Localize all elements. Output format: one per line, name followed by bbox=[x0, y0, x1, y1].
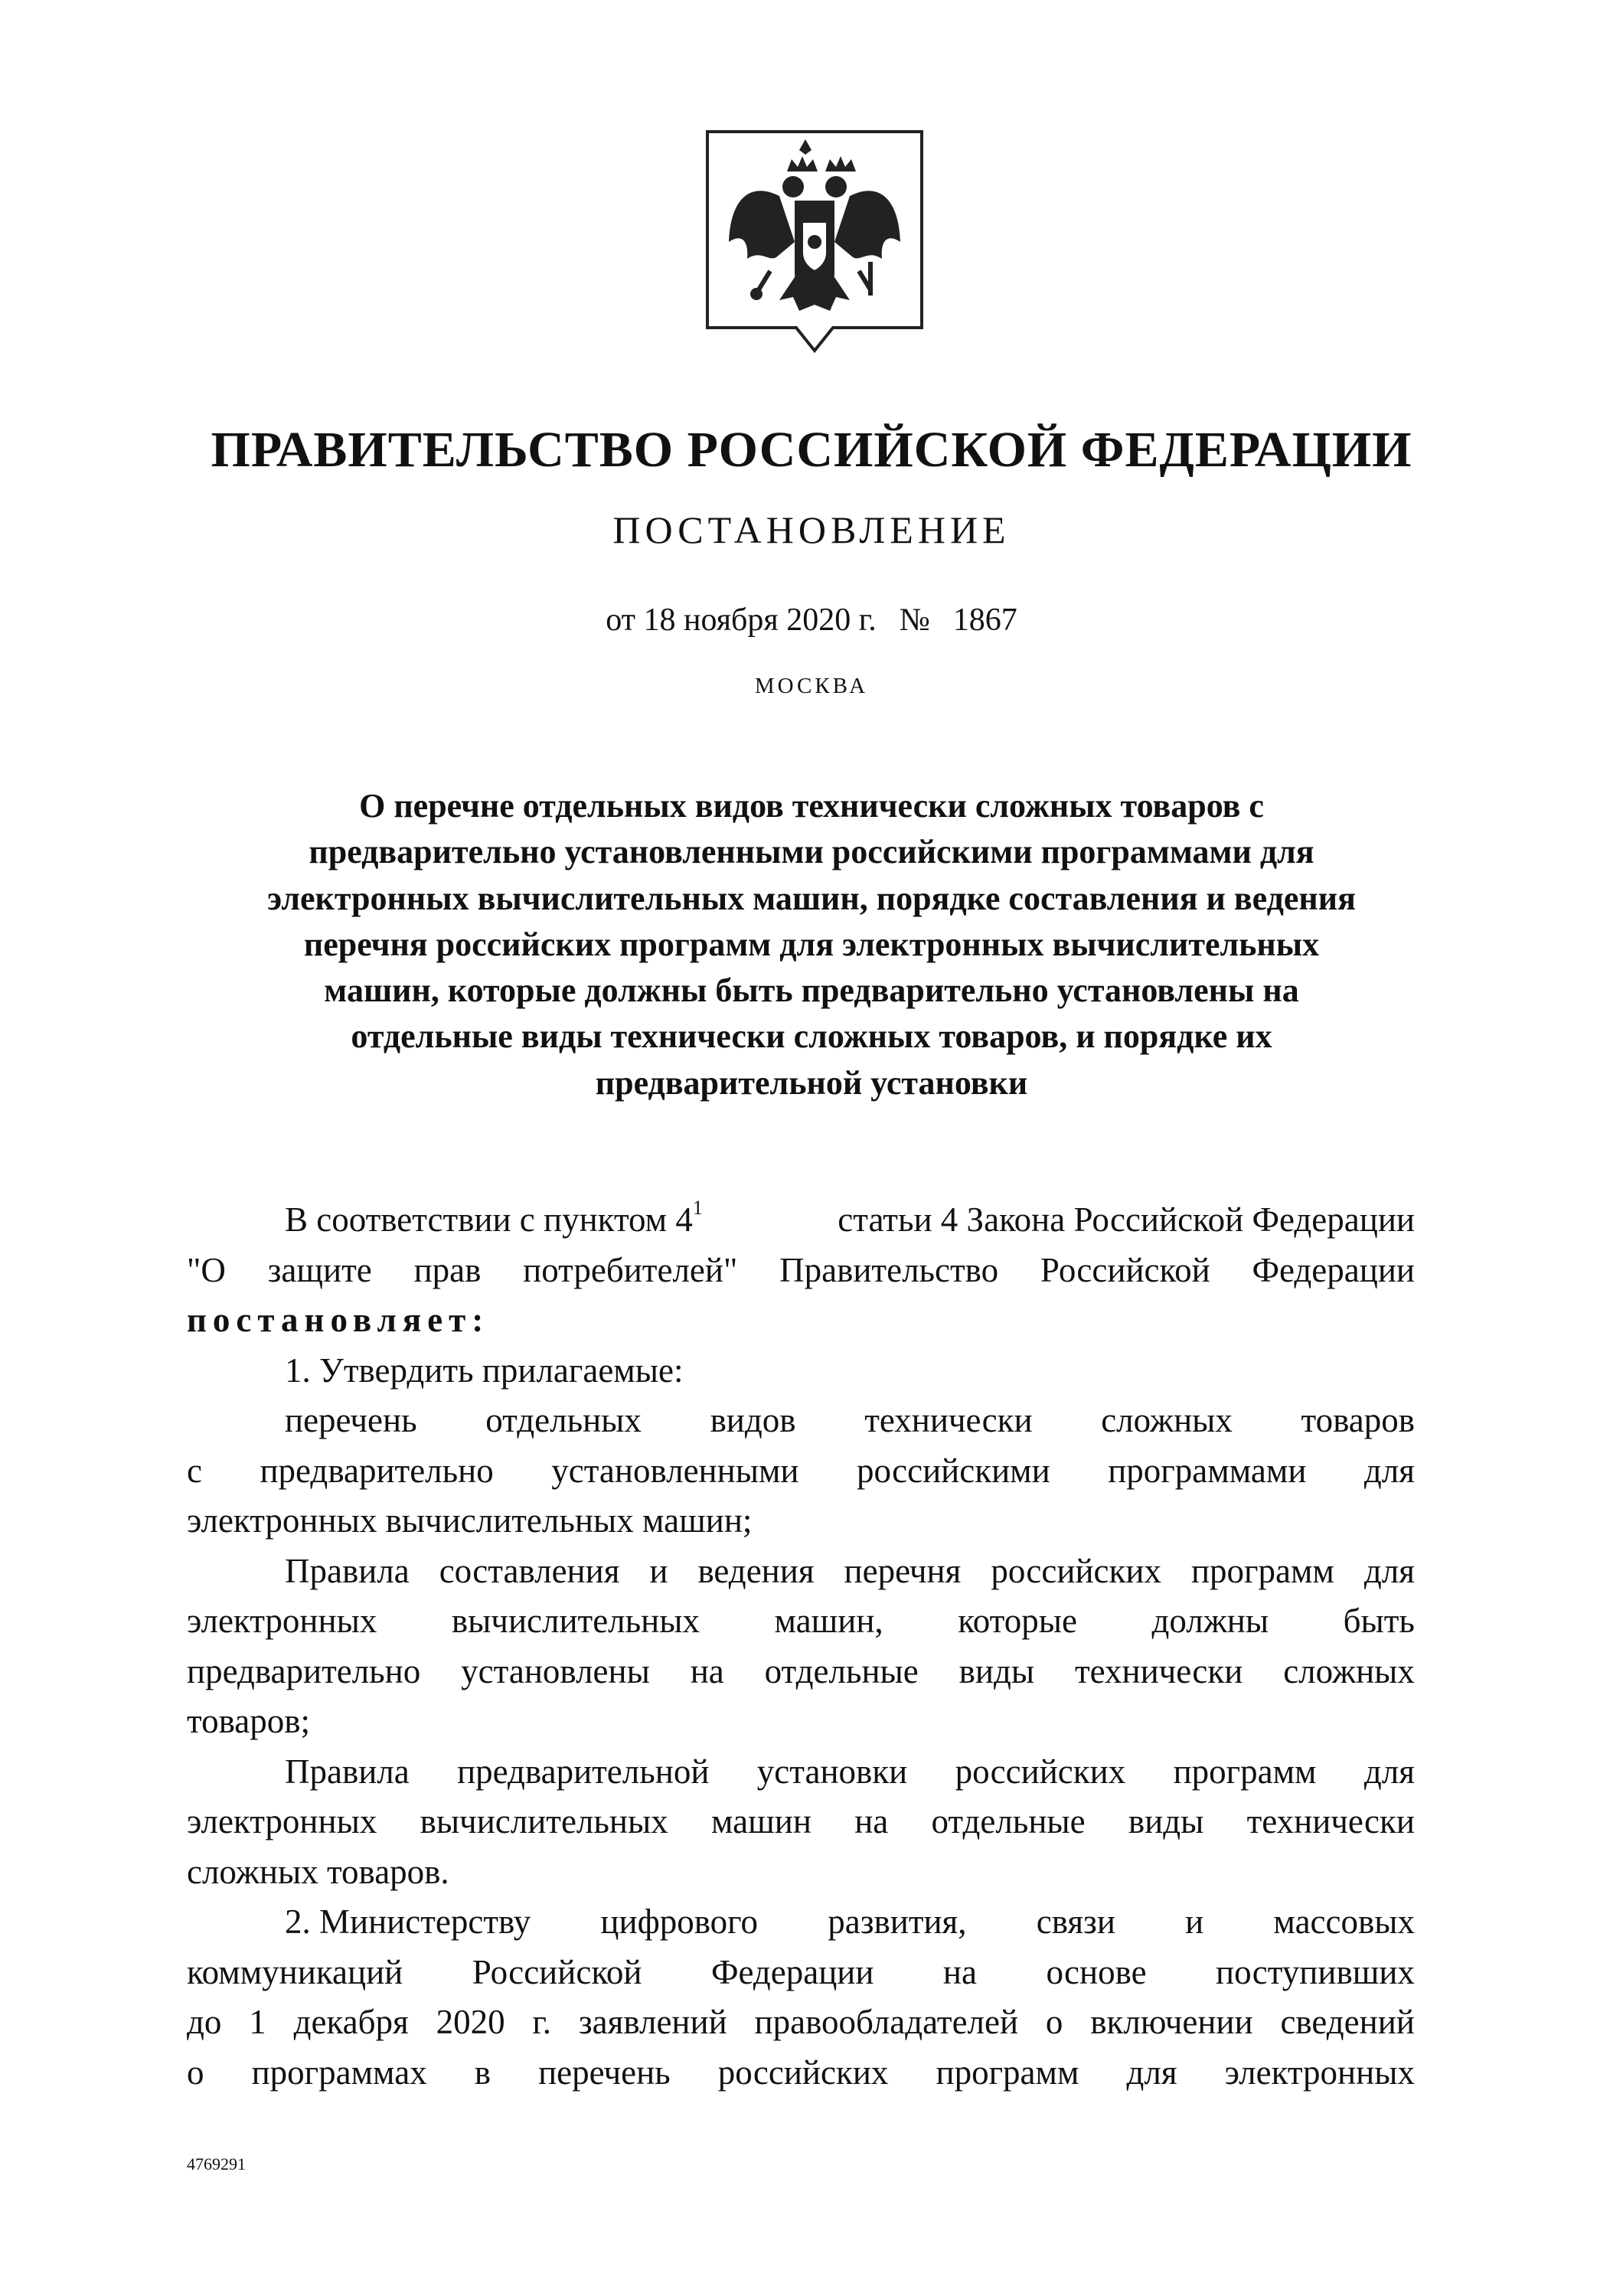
word: о bbox=[187, 2053, 204, 2092]
word: для bbox=[1126, 2053, 1177, 2092]
preamble-line bbox=[187, 1195, 1415, 1246]
list-item-line bbox=[187, 1546, 1415, 1597]
word: отдельных bbox=[485, 1401, 642, 1439]
word: программ bbox=[1173, 1752, 1317, 1791]
word: сложных bbox=[1283, 1651, 1415, 1690]
word: массовых bbox=[1273, 1902, 1415, 1941]
word: предварительной bbox=[457, 1752, 710, 1791]
word: ведения bbox=[697, 1551, 815, 1590]
word: на bbox=[942, 1952, 977, 1991]
item-2-line bbox=[187, 1897, 1415, 1948]
item-2-line bbox=[187, 2048, 1415, 2098]
word: правообладателей bbox=[754, 2003, 1019, 2041]
word: развития, bbox=[828, 1902, 967, 1941]
preamble-text: В соответствии с пунктом $4^1$ bbox=[285, 1197, 703, 1239]
word: технически bbox=[1074, 1651, 1243, 1690]
word: Правительство bbox=[779, 1250, 999, 1289]
word: Правила bbox=[285, 1752, 410, 1791]
decree-number: 1867 bbox=[952, 603, 1017, 638]
title-line: электронных вычислительных машин, порядке составления и ведения bbox=[267, 879, 1356, 917]
word: электронных bbox=[1224, 2053, 1415, 2092]
title-line: предварительно установленными российскими программами для bbox=[309, 833, 1314, 871]
word: установленными bbox=[551, 1451, 799, 1490]
word: в bbox=[474, 2053, 491, 2092]
word: сведений bbox=[1280, 2003, 1415, 2041]
word: перечня bbox=[844, 1551, 962, 1590]
title-line: перечня российских программ для электронных вычислительных bbox=[303, 925, 1320, 963]
word: виды bbox=[1128, 1802, 1204, 1840]
word: машин, bbox=[774, 1602, 883, 1640]
word: российских bbox=[991, 1551, 1161, 1590]
list-item-line bbox=[187, 1747, 1415, 1798]
word: технически bbox=[1246, 1802, 1415, 1840]
government-title: ПРАВИТЕЛЬСТВО РОССИЙСКОЙ ФЕДЕРАЦИИ bbox=[211, 422, 1412, 478]
list-item-line bbox=[187, 1396, 1415, 1446]
word: с bbox=[187, 1451, 202, 1490]
list-item-line: сложных товаров. bbox=[187, 1852, 449, 1891]
word: Российской bbox=[472, 1952, 642, 1991]
word: Федерации bbox=[1252, 1250, 1415, 1289]
word: 1 bbox=[249, 2003, 266, 2041]
word: вычислительных bbox=[451, 1602, 700, 1640]
word: перечень bbox=[285, 1401, 417, 1439]
word: программами bbox=[1108, 1451, 1307, 1490]
word: основе bbox=[1046, 1952, 1147, 1991]
word: для bbox=[1363, 1551, 1415, 1590]
word: о bbox=[1045, 2003, 1063, 2041]
word: виды bbox=[958, 1651, 1035, 1690]
word: для bbox=[1363, 1451, 1415, 1490]
title-line: машин, которые должны быть предварительно установлены на bbox=[324, 972, 1299, 1010]
document-code: 4769291 bbox=[187, 2154, 246, 2174]
word: включении bbox=[1090, 2003, 1253, 2041]
word: для bbox=[1363, 1752, 1415, 1791]
word: "О bbox=[187, 1250, 226, 1289]
resolves-word: постановляет: bbox=[187, 1301, 490, 1339]
word: вычислительных bbox=[420, 1802, 668, 1840]
word: программах bbox=[251, 2053, 427, 2092]
word: поступивших bbox=[1216, 1952, 1415, 1991]
word: программ bbox=[936, 2053, 1079, 2092]
preamble-line bbox=[187, 1246, 1415, 1296]
decree-body bbox=[187, 1195, 1415, 2098]
item-2-line bbox=[187, 1997, 1415, 2048]
word: цифрового bbox=[600, 1902, 759, 1941]
list-item-line bbox=[187, 1596, 1415, 1647]
title-line: отдельные виды технически сложных товаров, и порядке их bbox=[351, 1017, 1272, 1056]
superscript: 1 bbox=[692, 1197, 703, 1219]
word: коммуникаций bbox=[187, 1952, 403, 1991]
word: декабря bbox=[293, 2003, 409, 2041]
word: должны bbox=[1151, 1602, 1269, 1640]
word: составления bbox=[439, 1551, 620, 1590]
word: электронных bbox=[187, 1802, 377, 1840]
word: которые bbox=[958, 1602, 1077, 1640]
word: г. bbox=[532, 2003, 552, 2041]
decree-date-number bbox=[0, 599, 1623, 642]
decree-type: ПОСТАНОВЛЕНИЕ bbox=[612, 508, 1011, 551]
word: быть bbox=[1343, 1602, 1415, 1640]
word: российских bbox=[955, 1752, 1126, 1791]
word: на bbox=[690, 1651, 724, 1690]
word: 2020 bbox=[436, 2003, 505, 2041]
number-sign: № bbox=[899, 603, 930, 638]
decree-date: от 18 ноября 2020 г. bbox=[606, 603, 877, 638]
word: связи bbox=[1036, 1902, 1115, 1941]
word: потребителей" bbox=[523, 1250, 738, 1289]
word: отдельные bbox=[931, 1802, 1086, 1840]
word: предварительно bbox=[187, 1651, 421, 1690]
title-line: О перечне отдельных видов технически сложных товаров с bbox=[359, 787, 1264, 825]
list-item-line bbox=[187, 1797, 1415, 1847]
preamble-text: статьи 4 Закона Российской Федерации bbox=[838, 1200, 1415, 1239]
word: установлены bbox=[461, 1651, 650, 1690]
word: машин bbox=[710, 1802, 812, 1840]
word: защите bbox=[267, 1250, 372, 1289]
decree-title bbox=[138, 783, 1485, 1106]
item-1-intro: 1. Утвердить прилагаемые: bbox=[285, 1350, 684, 1390]
word: программ bbox=[1190, 1551, 1334, 1590]
coat-of-arms-emblem bbox=[703, 127, 926, 361]
word: прав bbox=[413, 1250, 482, 1289]
word: до bbox=[187, 2003, 222, 2041]
word: перечень bbox=[538, 2053, 671, 2092]
list-item-line bbox=[187, 1647, 1415, 1697]
word: российских bbox=[717, 2053, 889, 2092]
preamble-line bbox=[187, 1295, 1415, 1346]
word: и bbox=[1185, 1902, 1204, 1941]
word: на bbox=[854, 1802, 889, 1840]
word: Российской bbox=[1040, 1250, 1210, 1289]
word: электронных bbox=[187, 1602, 377, 1640]
russian-coat-of-arms-icon bbox=[703, 127, 926, 361]
word: отдельные bbox=[764, 1651, 919, 1690]
word: сложных bbox=[1101, 1401, 1233, 1439]
list-item-line: электронных вычислительных машин; bbox=[187, 1501, 753, 1540]
decree-city: МОСКВА bbox=[754, 674, 869, 698]
word: российскими bbox=[857, 1451, 1050, 1490]
word: технически bbox=[864, 1401, 1033, 1439]
word: и bbox=[649, 1551, 668, 1590]
word: предварительно bbox=[260, 1451, 494, 1490]
word: видов bbox=[710, 1401, 796, 1439]
title-line: предварительной установки bbox=[595, 1063, 1028, 1102]
list-item-line bbox=[187, 1446, 1415, 1497]
word: товаров bbox=[1301, 1401, 1415, 1439]
word: 2. Министерству bbox=[285, 1902, 531, 1941]
word: Федерации bbox=[710, 1952, 874, 1991]
word: заявлений bbox=[578, 2003, 727, 2041]
word: Правила bbox=[285, 1551, 410, 1590]
list-item-line: товаров; bbox=[187, 1702, 310, 1740]
word: установки bbox=[756, 1752, 908, 1791]
item-2-line bbox=[187, 1948, 1415, 1998]
